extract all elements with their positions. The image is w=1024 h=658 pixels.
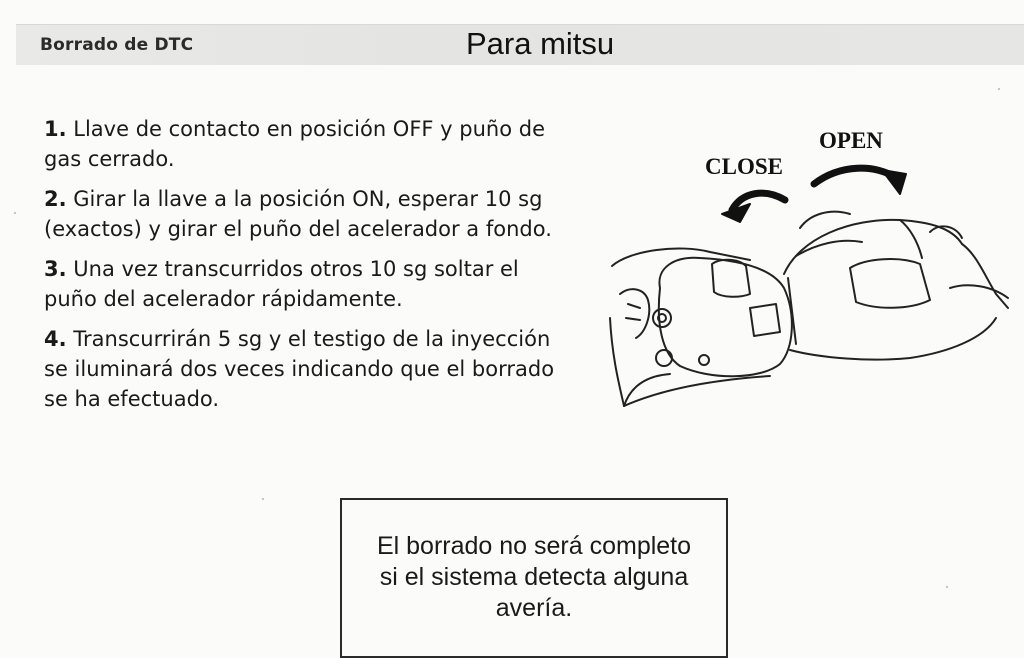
step-number: 3.: [44, 257, 67, 281]
scan-speck: [946, 586, 948, 588]
page-title: Para mitsu: [466, 26, 615, 61]
step-3: [44, 254, 574, 314]
step-4: [44, 324, 574, 414]
step-text: Transcurrirán 5 sg y el testigo de la inyección se iluminará dos veces indicando que el borrado se ha efectuado.: [44, 327, 555, 411]
open-label: OPEN: [819, 128, 883, 153]
note-line: El borrado no será completo: [376, 532, 692, 560]
step-number: 1.: [44, 117, 67, 141]
step-text: Llave de contacto en posición OFF y puño de gas cerrado.: [44, 117, 545, 171]
note-line: avería.: [495, 594, 573, 622]
step-number: 4.: [44, 327, 67, 351]
throttle-illustration: [600, 118, 1010, 438]
step-text: Una vez transcurridos otros 10 sg soltar el puño del acelerador rápidamente.: [44, 257, 519, 311]
close-label: CLOSE: [705, 154, 783, 179]
scan-speck: [998, 88, 1000, 90]
note-line: si el sistema detecta alguna: [379, 563, 689, 591]
steps-list: [44, 114, 574, 424]
section-label: Borrado de DTC: [40, 35, 194, 55]
header-bar: [16, 24, 1024, 65]
scan-speck: [262, 498, 264, 500]
scan-speck: [14, 212, 16, 214]
step-1: [44, 114, 574, 174]
step-text: Girar la llave a la posición ON, esperar 10 sg (exactos) y girar el puño del acelerador a fondo.: [44, 187, 552, 241]
step-2: [44, 184, 574, 244]
step-number: 2.: [44, 187, 67, 211]
note-box: [340, 498, 728, 658]
